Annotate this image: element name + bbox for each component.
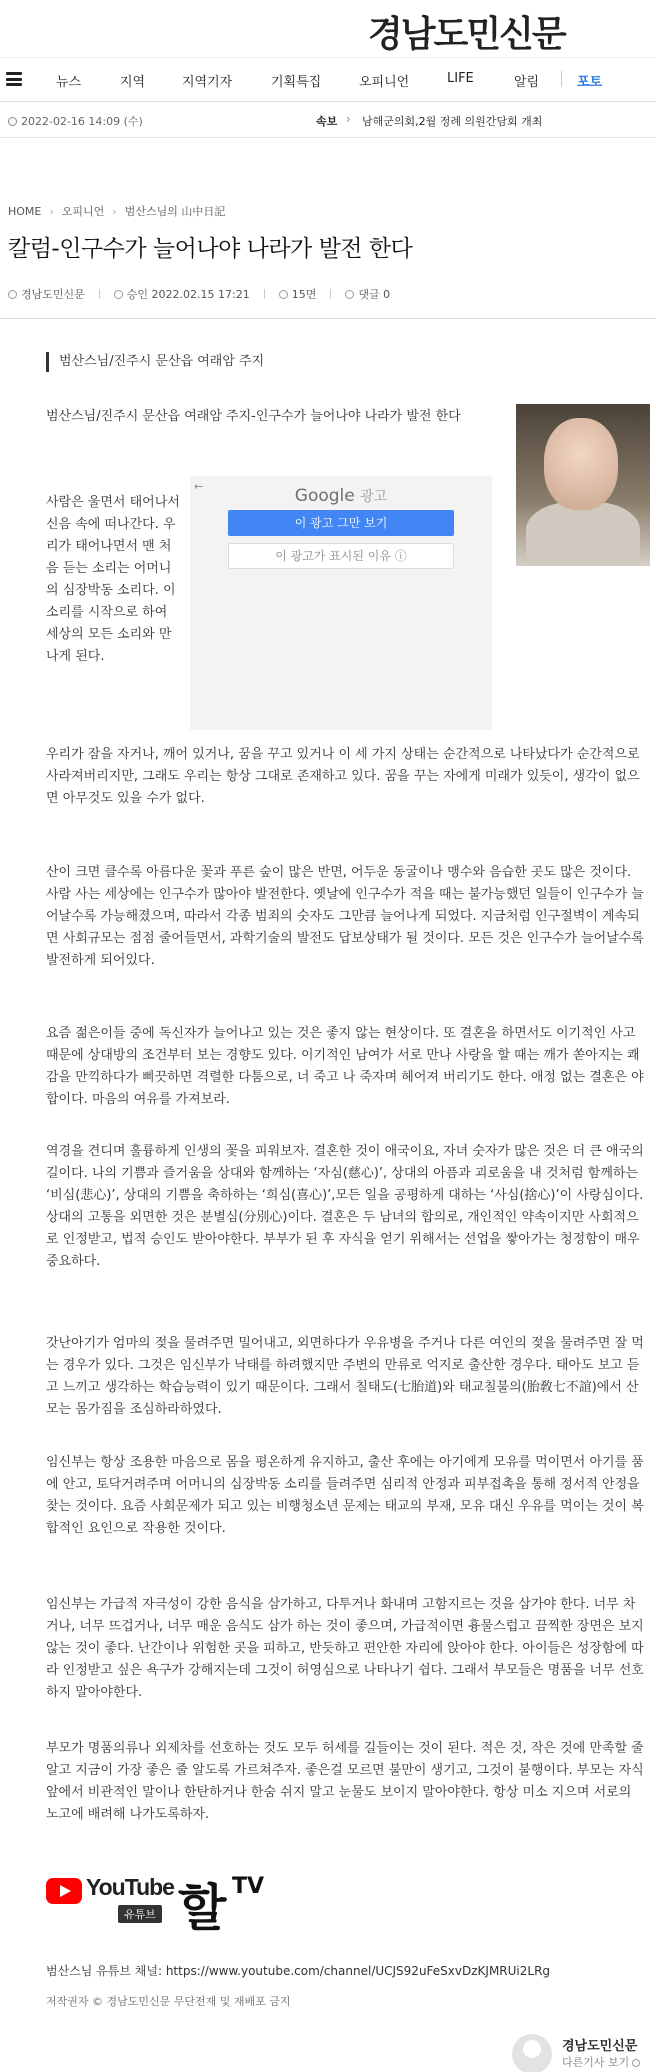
clock-icon: [114, 290, 123, 299]
nav-item-region[interactable]: 지역: [120, 75, 146, 90]
header-divider: [0, 318, 656, 319]
comment-icon: [345, 290, 354, 299]
google-ad: [190, 476, 492, 730]
chevron-right-icon: ›: [112, 205, 117, 218]
article-paragraph-6: 갓난아기가 엄마의 젖을 물려주면 밀어내고, 외면하다가 우유병을 주거나 다른 여인의 젖을 물려주면 잘 먹는 경우가 있다. 그것은 임신부가 낙태를 하려했지만 주변의 만류로 억지로 출산한 경우다. 태아도 보고 듣고 느끼고 생각하는 학습능력이 있기 때문이다. 그래서 칠태도(七胎道)와 태교칠불의(胎敎七不誼)에서 산모는 몸가짐을 조심하라하였다.: [46, 1336, 644, 1417]
google-logo: Google: [294, 486, 355, 506]
article-paragraph-3: 산이 크면 클수록 아름다운 꽃과 푸른 숲이 많은 반면, 어두운 동굴이나 맹수와 음습한 곳도 많은 것이다. 사람 사는 세상에는 인구수가 많아야 발전한다. 옛날에 인구수가 적을 때는 불가능했던 일들이 인구수가 늘어날수록 가능해졌으며, 따라서 각종 범죄의 숫자도 그만큼 늘어나게 되었다. 지금처럼 인구절벽이 계속되면 사회규모는 점점 줄어들면서, 과학기술의 발전도 답보상태가 될 것이다. 모든 것은 인구수가 늘어날수록 발전하게 되어있다.: [46, 865, 644, 968]
youtube-play-icon: [46, 1878, 82, 1904]
menu-icon[interactable]: [6, 72, 22, 86]
youtube-logo: YouTube 유튜브: [46, 1876, 170, 1930]
chevron-right-icon: ›: [346, 112, 351, 126]
copyright-notice: 저작권자 © 경남도민신문 무단전재 및 재배포 금지: [46, 1995, 291, 2008]
user-icon: [8, 290, 17, 299]
nav-item-local-reporter[interactable]: 지역기자: [182, 75, 233, 90]
youtube-channel-line[interactable]: 범산스님 유튜브 채널: https://www.youtube.com/channel/UCJS92uFeSxvDzKJMRUi2LRg: [46, 1964, 551, 1978]
chevron-right-icon: ›: [49, 205, 54, 218]
breadcrumb-column[interactable]: 범산스님의 山中日記: [124, 205, 226, 218]
breadcrumb-section[interactable]: 오피니언: [61, 205, 105, 218]
page-icon: [279, 290, 288, 299]
nav-item-life[interactable]: LIFE: [447, 71, 474, 86]
article-title: 칼럼-인구수가 늘어나야 나라가 발전 한다: [8, 236, 413, 262]
ticker-headline[interactable]: 남해군의회,2월 정례 의원간담회 개최: [362, 115, 543, 128]
clock-icon: [8, 117, 17, 126]
breaking-label: 속보: [316, 115, 338, 128]
article-subtitle: 범산스님/진주시 문산읍 여래암 주지: [46, 352, 264, 372]
nav-divider: [561, 71, 562, 87]
article-paragraph-7: 임신부는 항상 조용한 마음으로 몸을 평온하게 유지하고, 출산 후에는 아기에게 모유를 먹이면서 아기를 품에 안고, 토닥거려주며 어머니의 심장박동 소리를 들려주면 심리적 안정과 피부접촉을 통해 정서적 안정을 찾는 것이다. 요즘 사회문제가 되고 있는 비행청소년 문제는 태교의 부재, 모유 대신 우유를 먹이는 것이 복합적인 요인으로 작용한 것이다.: [46, 1455, 644, 1536]
author-avatar: [512, 2034, 552, 2072]
news-ticker: [0, 102, 656, 138]
ticker-date: 2022-02-16 14:09 (수): [21, 115, 143, 128]
back-arrow-icon[interactable]: ←: [194, 480, 204, 493]
nav-item-features[interactable]: 기획특집: [271, 75, 322, 90]
stop-ad-button[interactable]: 이 광고 그만 보기: [228, 510, 454, 536]
nav-item-photo[interactable]: 포토: [577, 75, 603, 90]
site-logo[interactable]: 경남도민신문: [368, 14, 565, 55]
header-logo-bar: [0, 0, 656, 58]
author-box-name: 경남도민신문: [562, 2039, 638, 2054]
article-approved-date: 승인 2022.02.15 17:21: [126, 288, 250, 301]
chevron-right-icon: [632, 2059, 640, 2067]
article-page: 15면: [291, 288, 317, 301]
breadcrumb: [8, 203, 225, 219]
main-navigation: [0, 58, 656, 102]
article-paragraph-5: 역경을 견디며 훌륭하게 인생의 꽃을 피워보자. 결혼한 것이 애국이요, 자녀 숫자가 많은 것은 더 큰 애국의 길이다. 나의 기쁨과 즐거움을 상대와 함께하는 ‘자심(慈心)’, 상대의 아픔과 괴로움을 내 것처럼 함께하는 ‘비심(悲心)’, 상대의 기쁨을 축하하는 ‘희심(喜心)’,모든 일을 공평하게 대하는 ‘사심(捨心)’이 사랑심이다. 상대의 고통을 외면한 것은 분별심(分別心)이다. 결혼은 두 남녀의 합의로, 개인적인 약속이지만 사회적으로 인정받고, 법적 승인도 받아야한다. 부부가 된 후 자식을 얻기 위해서는 선업을 쌓아가는 청정함이 매우 중요하다.: [46, 1144, 644, 1269]
author-photo: [516, 404, 650, 566]
article-paragraph-4: 요즘 젊은이들 중에 독신자가 늘어나고 있는 것은 좋지 않는 현상이다. 또 결혼을 하면서도 이기적인 사고 때문에 상대방의 조건부터 보는 경향도 있다. 이기적인 남여가 서로 만나 사랑을 할 때는 깨가 쏟아지는 쾌감을 만끽하다가 삐끗하면 격렬한 다툼으로, 너 죽고 나 죽자며 헤어져 버리기도 한다. 애정 없는 결혼은 야합이다. 마음의 여유를 가져보라.: [46, 1026, 644, 1107]
breadcrumb-home[interactable]: HOME: [8, 205, 42, 218]
why-ad-button[interactable]: 이 광고가 표시된 이유 ⓘ: [228, 543, 454, 569]
article-paragraph-1: 사람은 울면서 태어나서 신음 속에 떠나간다. 우리가 태어나면서 맨 처음 듣는 소리는 어머니의 심장박동 소리다. 이 소리를 시작으로 하여 세상의 모든 소리와 만나게 된다.: [46, 495, 180, 664]
youtube-badge: 유튜브: [118, 1905, 162, 1923]
article-intro: 범산스님/진주시 문산읍 여래암 주지-인구수가 늘어나야 나라가 발전 한다: [46, 409, 461, 424]
ad-label: 광고: [360, 489, 388, 505]
hal-tv-logo: 할 TV: [178, 1874, 265, 1937]
comment-count-link[interactable]: 댓글 0: [358, 288, 391, 301]
article-author: 경남도민신문: [21, 288, 85, 301]
nav-item-news[interactable]: 뉴스: [56, 75, 82, 90]
more-articles-link[interactable]: 다른기사 보기: [562, 2054, 640, 2070]
article-paragraph-2: 우리가 잠을 자거나, 깨어 있거나, 꿈을 꾸고 있거나 이 세 가지 상태는 순간적으로 나타났다가 순간적으로 사라져버리지만, 그래도 우리는 항상 그대로 존재하고 있다. 꿈을 꾸는 자에게 미래가 있듯이, 생각이 없으면 아무것도 있을 수가 없다.: [46, 747, 640, 806]
nav-item-notice[interactable]: 알림: [514, 75, 540, 90]
nav-item-opinion[interactable]: 오피니언: [359, 75, 410, 90]
article-meta: [8, 286, 404, 302]
article-paragraph-8: 임신부는 가급적 자극성이 강한 음식을 삼가하고, 다투거나 화내며 고함지르는 것을 삼가야 한다. 너무 차거나, 너무 뜨겁거나, 너무 매운 음식도 삼가 하는 것이 좋으며, 가급적이면 흉물스럽고 끔찍한 장면은 보지 않는 것이 좋다. 난간이나 위험한 곳을 피하고, 반듯하고 편안한 자리에 앉아야 한다. 아이들은 성장함에 따라 인정받고 싶은 욕구가 강해지는데 그것이 허영심으로 나타나기 쉽다. 그래서 부모들은 명품을 너무 선호하지 말아야한다.: [46, 1597, 644, 1700]
article-paragraph-9: 부모가 명품의류나 외제차를 선호하는 것도 모두 허세를 길들이는 것이 된다. 적은 것, 작은 것에 만족할 줄 알고 지금이 가장 좋은 줄 알도록 가르쳐주자. 좋은걸 모르면 불만이 생기고, 그것이 불행이다. 부모는 자식 앞에서 비관적인 말이나 한탄하거나 한숨 쉬지 말고 눈물도 보이지 말아야한다. 항상 미소 지으며 서로의 노고에 배려해 나가도록하자.: [46, 1741, 644, 1822]
